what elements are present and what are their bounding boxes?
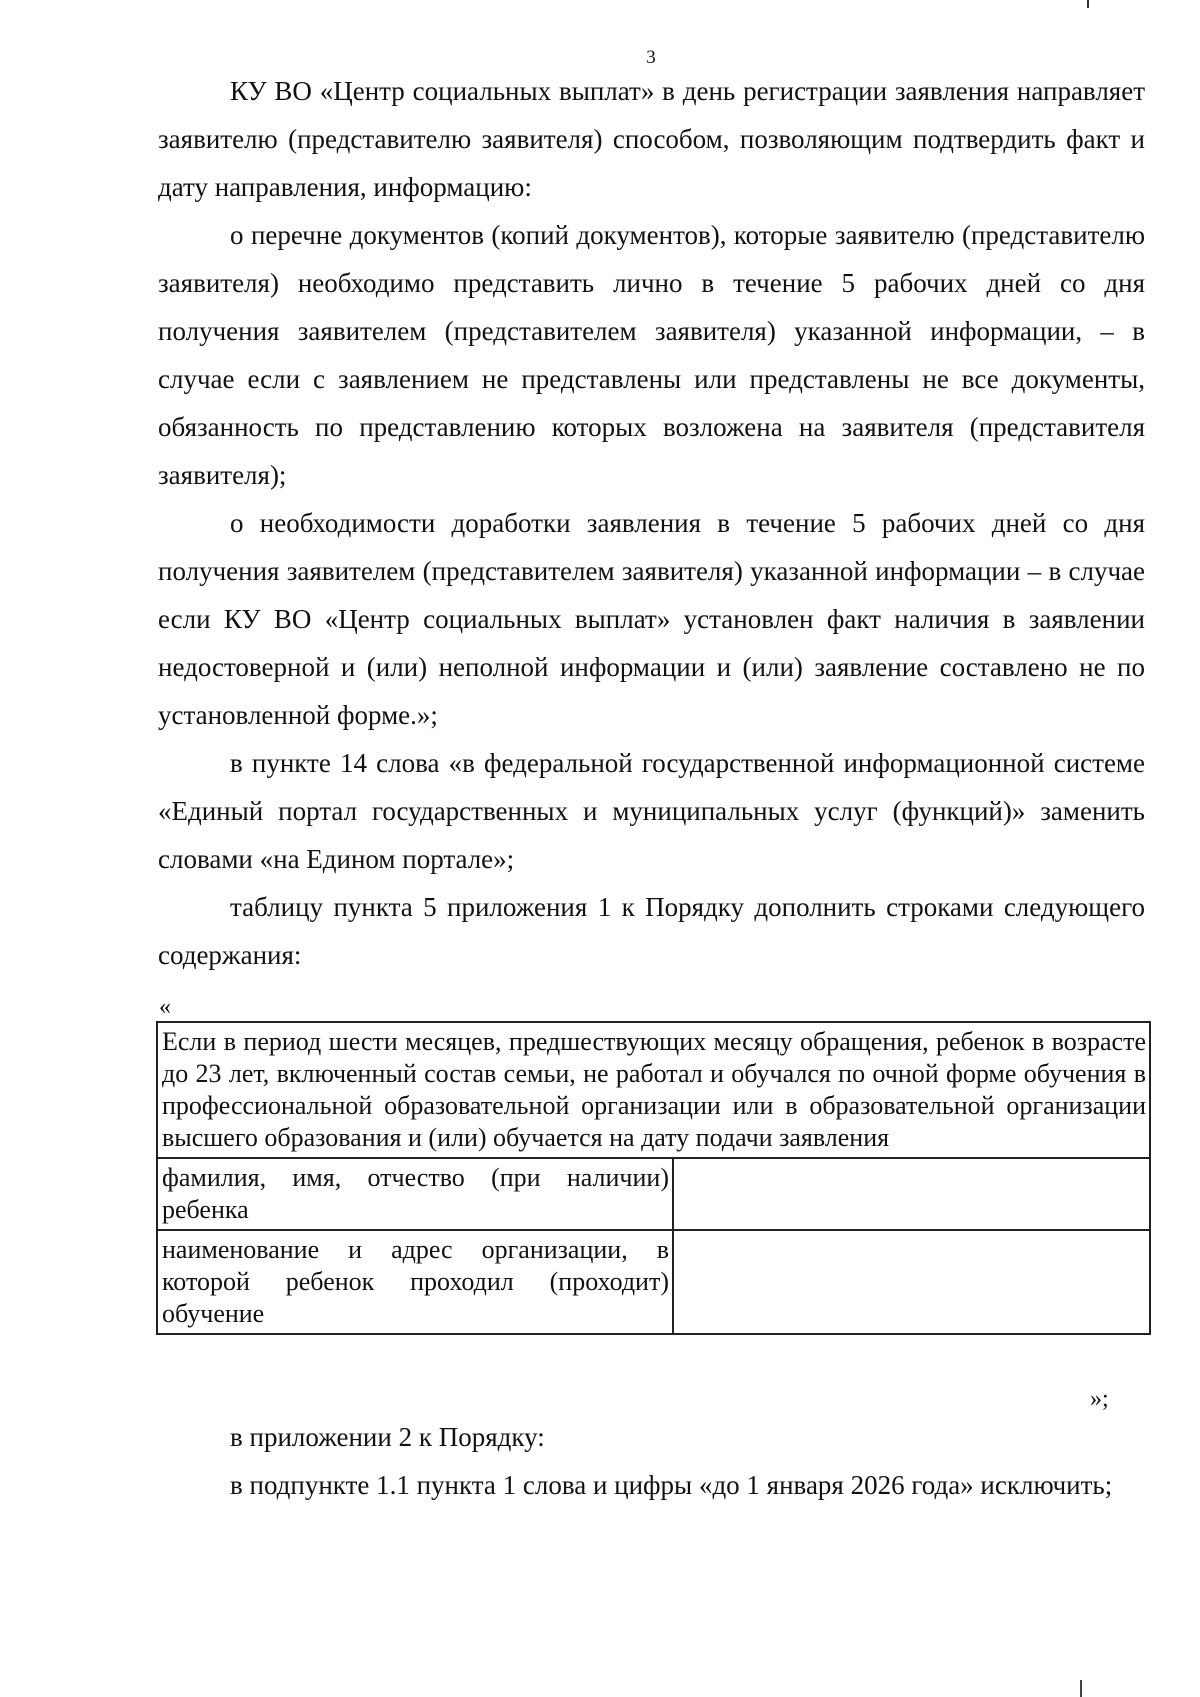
paragraph: о перечне документов (копий документов), которые заявителю (представителю заявителя) необходимо представить лично в течение 5 рабочих дней со дня получения заявителем (представителем заявителя) указанной информации, – в случае если с заявлением не представлены или представлены не все документы, обязанность по представлению которых возложена на заявителя (представителя заявителя); (158, 220, 1145, 490)
table-close-quote: »; (1090, 1386, 1109, 1412)
paragraph: таблицу пункта 5 приложения 1 к Порядку дополнить строками следующего содержания: (158, 892, 1145, 970)
amendment-table (156, 1021, 1151, 1335)
paragraph: о необходимости доработки заявления в течение 5 рабочих дней со дня получения заявителем (представителем заявителя) указанной информации – в случае если КУ ВО «Центр социальных выплат» установлен факт наличия в заявлении недостоверной и (или) неполной информации и (или) заявление составлено не по установленной форме.»; (158, 508, 1145, 730)
body-text-bottom (158, 1413, 1145, 1509)
paragraph: КУ ВО «Центр социальных выплат» в день регистрации заявления направляет заявителю (представителю заявителя) способом, позволяющим подтвердить факт и дату направления, информацию: (158, 76, 1145, 202)
table-label-cell: наименование и адрес организации, в которой ребенок проходил (проходит) обучение (157, 1230, 673, 1334)
table-value-cell (673, 1230, 1150, 1334)
table-value-cell (673, 1158, 1150, 1230)
page-number: 3 (646, 47, 656, 68)
table-row (157, 1022, 1150, 1158)
paragraph: в приложении 2 к Порядку: (230, 1422, 545, 1452)
table-open-quote: « (159, 994, 171, 1020)
table-label-cell: фамилия, имя, отчество (при наличии) ребенка (157, 1158, 673, 1230)
table-header-cell: Если в период шести месяцев, предшествующих месяцу обращения, ребенок в возрасте до 23 лет, включенный состав семьи, не работал и обучался по очной форме обучения в профессиональной образовательной организации или в образовательной организации высшего образования и (или) обучается на дату подачи заявления (157, 1022, 1150, 1158)
table-row (157, 1158, 1150, 1230)
table-row (157, 1230, 1150, 1334)
body-text-top (158, 67, 1145, 979)
scan-edge-mark (1087, 0, 1089, 8)
paragraph: в подпункте 1.1 пункта 1 слова и цифры «до 1 января 2026 года» исключить; (230, 1470, 1113, 1500)
scan-edge-mark (1080, 1680, 1082, 1697)
paragraph: в пункте 14 слова «в федеральной государственной информационной системе «Единый портал государственных и муниципальных услуг (функций)» заменить словами «на Едином портале»; (158, 748, 1145, 874)
